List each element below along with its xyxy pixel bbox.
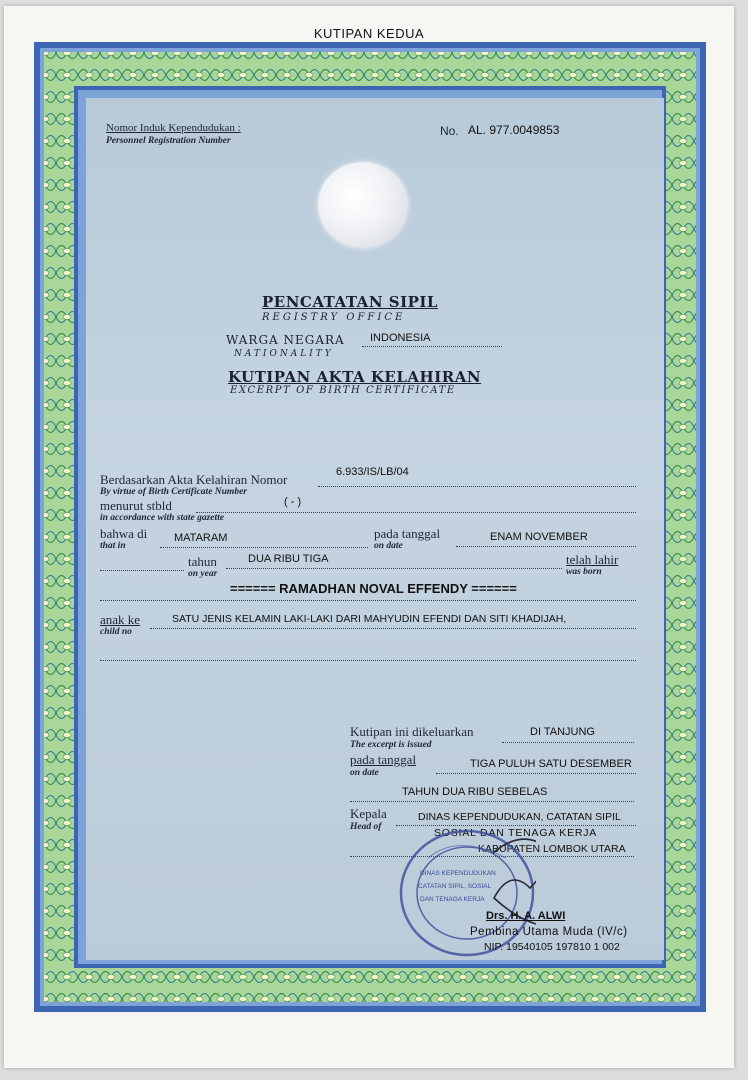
head-of-line-1 [396,825,636,826]
birth-year-value: DUA RIBU TIGA [248,553,329,565]
issue-date-line [436,773,636,774]
nationality-label-en: NATIONALITY [234,349,334,359]
issued-label-en: The excerpt is issued [350,740,432,750]
issued-place-value: DI TANJUNG [530,726,595,738]
official-nip: NIP. 19540105 197810 1 002 [484,941,620,953]
registration-number: AL. 977.0049853 [468,123,560,137]
head-of-value-1: DINAS KEPENDUDUKAN, CATATAN SIPIL [418,811,621,823]
head-of-label-en: Head of [350,822,382,832]
born-label-en: was born [566,567,602,577]
stbld-line [196,512,636,513]
cert-number-label-en: By virtue of Birth Certificate Number [100,487,247,497]
birth-year-label: tahun [188,554,217,569]
birth-date-label: pada tanggal [374,526,441,541]
place-value: MATARAM [174,532,228,544]
office-title-en: REGISTRY OFFICE [262,312,406,323]
official-rank: Pembina Utama Muda (IV/c) [470,926,628,938]
stamp-line-1: DINAS KEPENDUDUKAN [420,870,496,877]
child-order-label-en: child no [100,627,132,637]
place-label-en: that in [100,541,126,551]
certificate-title: KUTIPAN AKTA KELAHIRAN [228,368,482,386]
official-stamp [398,828,536,958]
embossed-seal [318,162,408,248]
issue-year-line [350,801,634,802]
nationality-value: INDONESIA [370,332,431,344]
place-line [160,547,368,548]
child-order-value: SATU JENIS KELAMIN LAKI-LAKI DARI MAHYUDIN EFENDI DAN SITI KHADIJAH, [172,613,567,625]
stbld-label: menurut stbld [100,498,172,513]
place-label: bahwa di [100,526,148,541]
stamp-line-3: DAN TENAGA KERJA [420,896,485,903]
blank-line-1 [100,660,636,661]
issue-date-value: TIGA PULUH SATU DESEMBER [470,758,632,770]
number-prefix: No. [440,124,459,138]
nationality-line [362,346,502,347]
stbld-label-en: in accordance with state gazette [100,513,225,523]
birth-year-label-en: on year [188,569,218,579]
stbld-value: ( - ) [284,496,302,508]
top-caption: KUTIPAN KEDUA [313,26,425,41]
cert-number-line [318,486,636,487]
birth-date-line [456,546,636,547]
born-label: telah lahir [566,552,619,567]
issued-label: Kutipan ini dikeluarkan [350,724,474,739]
registration-label-en: Personnel Registration Number [106,136,231,146]
birth-date-label-en: on date [374,541,403,551]
issue-date-label: pada tanggal [350,752,417,767]
stamp-graphic [398,828,536,958]
year-leading-line [100,570,184,571]
cert-number-value: 6.933/IS/LB/04 [336,466,409,478]
issue-date-label-en: on date [350,768,379,778]
official-name: Drs. H. A. ALWI [486,910,566,922]
child-order-line [150,628,636,629]
child-order-label: anak ke [100,612,141,627]
cert-number-label: Berdasarkan Akta Kelahiran Nomor [100,472,288,487]
certificate-title-en: EXCERPT OF BIRTH CERTIFICATE [230,385,456,396]
head-of-label: Kepala [350,806,387,821]
stamp-line-2: CATATAN SIPIL, SOSIAL [418,883,492,890]
issued-place-line [502,742,634,743]
head-of-value-3: KABUPATEN LOMBOK UTARA [478,843,626,855]
birth-date-value: ENAM NOVEMBER [490,531,588,543]
head-of-value-2: SOSIAL DAN TENAGA KERJA [434,827,598,839]
registration-label: Nomor Induk Kependudukan : [106,122,241,134]
birth-year-line [226,568,562,569]
child-name: ====== RAMADHAN NOVAL EFFENDY ====== [230,581,517,596]
office-title: PENCATATAN SIPIL [262,293,438,311]
nationality-label: WARGA NEGARA [226,333,345,347]
issue-year-value: TAHUN DUA RIBU SEBELAS [402,786,548,798]
child-name-line [100,600,636,601]
